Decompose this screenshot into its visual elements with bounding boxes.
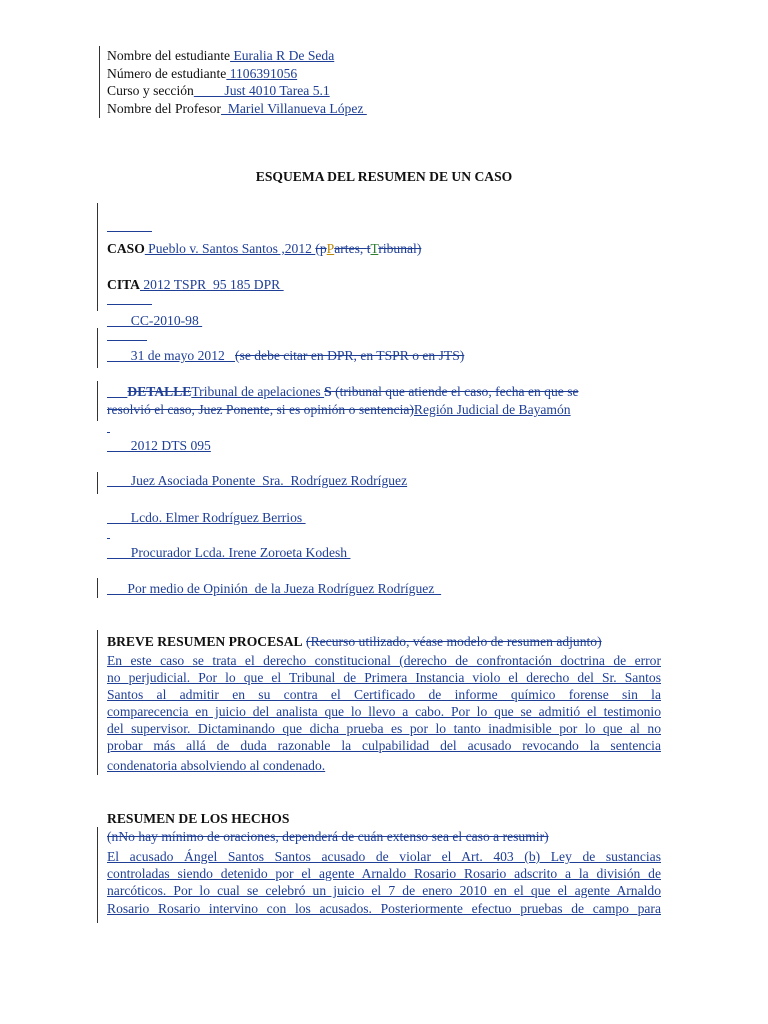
detalle-deleted-s: S — [324, 384, 332, 399]
procesal-paragraph-line: del supervisor. Dictaminando que dicha prueba es por lo tanto inadmisible por lo que al no — [107, 721, 661, 736]
cita-date-line — [107, 347, 464, 364]
detalle-dts: 2012 DTS 095 — [107, 438, 211, 453]
student-number-label: Número de estudiante — [107, 66, 227, 81]
caso-deleted-open: ( — [315, 241, 320, 256]
opinion-line: Por medio de Opinión de la Jueza Rodríguez Rodríguez — [107, 581, 442, 596]
cita-docket: CC-2010-98 — [107, 313, 203, 328]
professor-label: Nombre del Profesor — [107, 101, 222, 116]
procesal-deleted-note: (Recurso utilizado, véase modelo de resumen adjunto) — [306, 634, 602, 649]
change-bar — [97, 630, 98, 775]
change-bar — [97, 328, 98, 368]
change-bar — [97, 203, 98, 311]
procesal-paragraph-line: condenatoria absolviendo al condenado. — [107, 758, 326, 773]
detalle-line-2 — [107, 401, 571, 418]
cita-label: CITA — [107, 277, 140, 292]
inserted-blank-line — [107, 538, 110, 539]
caso-deleted-t: t — [366, 241, 371, 256]
course-label: Curso y sección — [107, 83, 194, 98]
procesal-paragraph-line: comparecencia en juicio del analista que lo llevo a cabo. Por lo que se admitió el testimonio — [107, 704, 661, 719]
inserted-blank-line — [107, 304, 152, 305]
cita-value: 2012 TSPR 95 185 DPR — [139, 277, 284, 292]
prosecutor-line: Procurador Lcda. Irene Zoroeta Kodesh — [107, 545, 351, 560]
caso-inserted-p: P — [326, 241, 335, 256]
student-name-label: Nombre del estudiante — [107, 48, 231, 63]
student-name-line — [107, 47, 334, 64]
student-number-value: 1106391056 — [226, 66, 298, 81]
cita-date: 31 de mayo 2012 — [107, 348, 235, 363]
student-number-line — [107, 65, 297, 82]
change-bar — [97, 381, 98, 421]
change-bar — [99, 46, 100, 118]
detalle-deleted-text-1: (tribunal que atiende el caso, fecha en que se — [331, 384, 579, 399]
caso-inserted-t: T — [370, 241, 379, 256]
caso-line — [107, 240, 421, 257]
lawyer-line: Lcdo. Elmer Rodríguez Berrios — [107, 510, 306, 525]
change-bar — [97, 827, 98, 923]
inserted-blank-line — [107, 432, 110, 433]
cita-deleted-note: (se debe citar en DPR, en TSPR o en JTS) — [235, 348, 465, 363]
hechos-paragraph-line: Rosario Rosario intervino con los acusados. Posteriormente efectuo pruebas de campo para — [107, 901, 661, 916]
student-name-value: Euralia R De Seda — [230, 48, 335, 63]
detalle-line-1 — [107, 383, 661, 400]
caso-value: Pueblo v. Santos Santos ,2012 — [144, 241, 316, 256]
hechos-paragraph-line: controladas siendo detenido por el agente Arnaldo Rosario Rosario adscrito a la división de — [107, 866, 661, 881]
professor-line — [107, 100, 367, 117]
cita-line — [107, 276, 284, 293]
detalle-value-b: Región Judicial de Bayamón — [413, 402, 571, 417]
hechos-paragraph-line: El acusado Ángel Santos Santos acusado de violar el Art. 403 (b) Ley de sustancias — [107, 849, 661, 864]
procesal-paragraph-line: no perjudicial. Por lo que el Tribunal de Primera Instancia violo el derecho del Sr. Santos — [107, 670, 661, 685]
caso-deleted-p: p — [319, 241, 327, 256]
detalle-lead-blank — [107, 384, 127, 399]
hechos-deleted-note: (nNo hay mínimo de oraciones, dependerá de cuán extenso sea el caso a resumir) — [107, 829, 549, 844]
detalle-value-a: Tribunal de apelaciones — [191, 384, 325, 399]
procesal-heading-line — [107, 633, 602, 650]
change-bar — [97, 578, 98, 598]
inserted-blank-line — [107, 340, 147, 341]
caso-deleted-mid: artes, — [334, 241, 367, 256]
judge-line: Juez Asociada Ponente Sra. Rodríguez Rodríguez — [107, 473, 408, 488]
procesal-heading: BREVE RESUMEN PROCESAL — [107, 634, 303, 649]
detalle-deleted-text-2: resolvió el caso, Juez Ponente, si es opinión o sentencia) — [107, 402, 414, 417]
change-bar — [97, 472, 98, 494]
course-line — [107, 82, 330, 99]
detalle-deleted-label: DETALLE — [127, 384, 192, 399]
procesal-paragraph-line: En este caso se trata el derecho constitucional (derecho de confrontación doctrina de error — [107, 653, 661, 668]
caso-deleted-end: ribunal) — [378, 241, 422, 256]
professor-value: Mariel Villanueva López — [221, 101, 367, 116]
caso-label: CASO — [107, 241, 145, 256]
hechos-paragraph-line: narcóticos. Por lo cual se celebró un juicio el 7 de enero 2010 en el que el agente Arnaldo — [107, 883, 661, 898]
page-title: ESQUEMA DEL RESUMEN DE UN CASO — [255, 169, 513, 184]
course-value: Just 4010 Tarea 5.1 — [193, 83, 330, 98]
hechos-heading: RESUMEN DE LOS HECHOS — [107, 811, 290, 826]
procesal-paragraph-line: probar más allá de duda razonable la culpabilidad del acusado revocando la sentencia — [107, 738, 661, 753]
inserted-blank-line — [107, 231, 152, 232]
procesal-paragraph-line: Santos al admitir en su contra el Certificado de informe químico forense sin la — [107, 687, 661, 702]
